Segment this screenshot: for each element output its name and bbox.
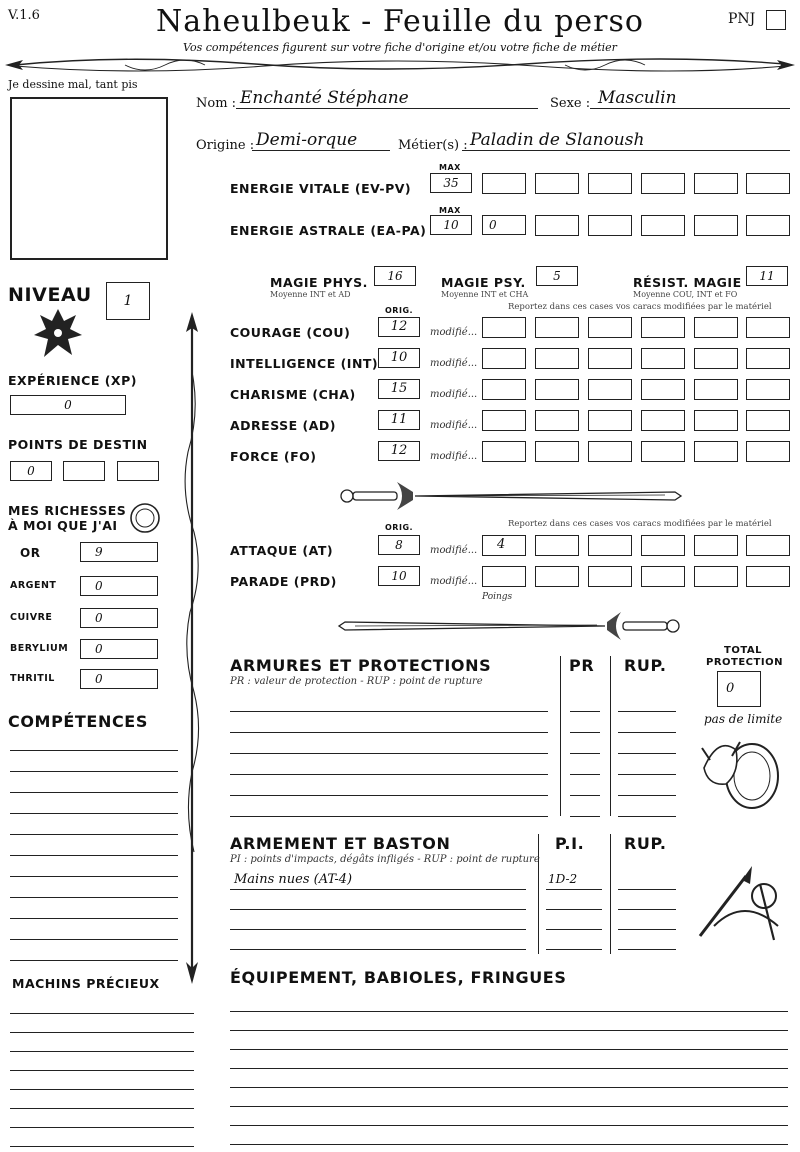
armor-pr-line[interactable] (570, 732, 600, 733)
carac-cell[interactable] (746, 441, 790, 462)
shield-helmet-icon (694, 728, 784, 812)
ev-cell[interactable] (482, 173, 526, 194)
pas-de-limite: pas de limite (704, 712, 783, 726)
carac-cell[interactable] (535, 379, 579, 400)
metier-value: Paladin de Slanoush (470, 130, 645, 150)
combat-report-note: Reportez dans ces cases vos caracs modifiées par le matériel (508, 519, 772, 529)
ev-cell[interactable] (588, 173, 632, 194)
resist-magie-label: RÉSIST. MAGIE (633, 275, 742, 290)
magie-psy-note: Moyenne INT et CHA (441, 290, 529, 299)
armor-pr-line[interactable] (570, 711, 600, 712)
carac-cell[interactable] (588, 379, 632, 400)
magie-phys-note: Moyenne INT et AD (270, 290, 351, 299)
ea-max-box[interactable]: 10 (430, 215, 472, 235)
machins-line[interactable] (10, 1127, 194, 1128)
weapon-pi-line[interactable] (546, 909, 602, 910)
machins-line[interactable] (10, 1089, 194, 1090)
total-protection-box[interactable]: 0 (717, 671, 761, 707)
page-title: Naheulbeuk - Feuille du perso (156, 4, 644, 39)
competences-label: COMPÉTENCES (8, 712, 148, 731)
competence-line[interactable] (10, 876, 178, 877)
armor-pr-header: PR (569, 656, 595, 675)
equipment-line[interactable] (230, 1106, 788, 1107)
parade-cell[interactable] (535, 566, 579, 587)
machins-line[interactable] (10, 1051, 194, 1052)
nom-value: Enchanté Stéphane (240, 88, 409, 108)
weapon-line[interactable] (230, 929, 526, 930)
equipment-title: ÉQUIPEMENT, BABIOLES, FRINGUES (230, 968, 567, 987)
armor-divider-2 (610, 656, 611, 816)
carac-modifie: modifié... (430, 451, 478, 462)
parade-orig-box[interactable]: 10 (378, 566, 420, 586)
sword-illustration (335, 478, 685, 514)
carac-cell[interactable] (746, 317, 790, 338)
ea-cell[interactable] (694, 215, 738, 236)
wealth-label: THRITIL (10, 673, 55, 684)
armor-rup-line[interactable] (618, 753, 676, 754)
carac-cell[interactable] (746, 379, 790, 400)
magie-phys-label: MAGIE PHYS. (270, 275, 368, 290)
report-note: Reportez dans ces cases vos caracs modifiées par le matériel (508, 302, 772, 312)
armor-rup-line[interactable] (618, 732, 676, 733)
carac-label: ADRESSE (AD) (230, 418, 337, 433)
parade-modifie: modifié... (430, 576, 478, 587)
portrait-box[interactable] (10, 97, 168, 260)
ev-cell[interactable] (535, 173, 579, 194)
equipment-line[interactable] (230, 1087, 788, 1088)
carac-modifie: modifié... (430, 389, 478, 400)
combat-orig-label: ORIG. (385, 523, 414, 532)
parade-cell[interactable] (694, 566, 738, 587)
xp-box[interactable]: 0 (10, 395, 126, 415)
carac-cell[interactable] (641, 317, 685, 338)
weapons-title: ARMEMENT ET BASTON (230, 834, 451, 853)
wealth-box[interactable]: 0 (80, 669, 158, 689)
portrait-caption: Je dessine mal, tant pis (8, 78, 138, 91)
armor-note: PR : valeur de protection - RUP : point de rupture (230, 676, 483, 687)
competence-line[interactable] (10, 750, 178, 751)
parade-cell[interactable] (588, 566, 632, 587)
weapon-pi-line[interactable] (546, 929, 602, 930)
total-label-2: PROTECTION (706, 657, 783, 668)
carac-cell[interactable] (588, 441, 632, 462)
equipment-line[interactable] (230, 1030, 788, 1031)
sword-illustration-2 (335, 608, 685, 644)
carac-cell[interactable] (641, 379, 685, 400)
carac-cell[interactable] (482, 410, 526, 431)
weapons-divider-2 (610, 834, 611, 954)
wealth-label: CUIVRE (10, 612, 53, 623)
carac-label: FORCE (FO) (230, 449, 317, 464)
magie-phys-box[interactable]: 16 (374, 266, 416, 286)
carac-modifie: modifié... (430, 420, 478, 431)
machins-line[interactable] (10, 1032, 194, 1033)
subtitle: Vos compétences figurent sur votre fiche d'origine et/ou votre fiche de métier (183, 41, 617, 54)
decorative-banner (5, 52, 795, 78)
sexe-label: Sexe : (550, 96, 591, 111)
armor-line[interactable] (230, 711, 548, 712)
resist-magie-box[interactable]: 11 (746, 266, 788, 286)
carac-cell[interactable] (588, 410, 632, 431)
competence-line[interactable] (10, 813, 178, 814)
ev-max-label: MAX (439, 163, 461, 172)
parade-cell[interactable] (641, 566, 685, 587)
carac-orig-box[interactable]: 12 (378, 441, 420, 461)
metier-label: Métier(s) : (398, 138, 468, 153)
parade-label: PARADE (PRD) (230, 574, 337, 589)
carac-cell[interactable] (694, 410, 738, 431)
equipment-line[interactable] (230, 1125, 788, 1126)
weapons-icon (694, 856, 784, 946)
weapon-rup-line[interactable] (618, 889, 676, 890)
carac-cell[interactable] (482, 317, 526, 338)
carac-orig-box[interactable]: 11 (378, 410, 420, 430)
wealth-label: BERYLIUM (10, 643, 69, 654)
armor-rup-line[interactable] (618, 711, 676, 712)
weapon-line[interactable] (230, 949, 526, 950)
niveau-label: NIVEAU (8, 284, 92, 306)
machins-line[interactable] (10, 1108, 194, 1109)
armor-rup-header: RUP. (624, 656, 667, 675)
weapon-line[interactable] (230, 889, 526, 890)
carac-cell[interactable] (641, 348, 685, 369)
competence-line[interactable] (10, 960, 178, 961)
weapon-rup-line[interactable] (618, 909, 676, 910)
ea-cell[interactable] (588, 215, 632, 236)
ev-cell[interactable] (641, 173, 685, 194)
pnj-label: PNJ (728, 11, 756, 27)
armor-pr-line[interactable] (570, 795, 600, 796)
weapon-pi-line[interactable] (546, 889, 602, 890)
machins-label: MACHINS PRÉCIEUX (12, 976, 160, 991)
origine-value: Demi-orque (256, 130, 358, 150)
weapon-rup-line[interactable] (618, 949, 676, 950)
competence-line[interactable] (10, 918, 178, 919)
carac-cell[interactable] (641, 441, 685, 462)
carac-label: INTELLIGENCE (INT) (230, 356, 379, 371)
armor-line[interactable] (230, 774, 548, 775)
ea-cell[interactable] (746, 215, 790, 236)
weapon-pi-line[interactable] (546, 949, 602, 950)
equipment-line[interactable] (230, 1049, 788, 1050)
attaque-cell[interactable] (641, 535, 685, 556)
weapons-rup-header: RUP. (624, 834, 667, 853)
carac-orig-box[interactable]: 10 (378, 348, 420, 368)
wealth-box[interactable]: 0 (80, 576, 158, 596)
destin-box-3[interactable] (117, 461, 159, 481)
coin-icon (129, 502, 161, 534)
carac-cell[interactable] (535, 348, 579, 369)
carac-cell[interactable] (535, 441, 579, 462)
parade-cell[interactable] (482, 566, 526, 587)
wealth-label: ARGENT (10, 580, 57, 591)
ev-cell[interactable] (694, 173, 738, 194)
weapon-rup-line[interactable] (618, 929, 676, 930)
weapons-pi-header: P.I. (555, 834, 585, 853)
orig-label: ORIG. (385, 306, 414, 315)
attaque-modifie: modifié... (430, 545, 478, 556)
ea-cell[interactable] (535, 215, 579, 236)
ev-cell[interactable] (746, 173, 790, 194)
carac-modifie: modifié... (430, 327, 478, 338)
competence-line[interactable] (10, 792, 178, 793)
version-label: V.1.6 (8, 8, 40, 23)
parade-cell[interactable] (746, 566, 790, 587)
armor-line[interactable] (230, 732, 548, 733)
wealth-box[interactable]: 0 (80, 608, 158, 628)
ev-max-box[interactable]: 35 (430, 173, 472, 193)
weapon-line[interactable] (230, 909, 526, 910)
carac-label: CHARISME (CHA) (230, 387, 356, 402)
ea-cell[interactable] (641, 215, 685, 236)
poings-note: Poings (482, 592, 513, 602)
carac-label: COURAGE (COU) (230, 325, 351, 340)
spear-illustration (180, 312, 204, 984)
carac-cell[interactable] (535, 410, 579, 431)
competence-line[interactable] (10, 834, 178, 835)
attaque-label: ATTAQUE (AT) (230, 543, 334, 558)
wealth-label-2: À MOI QUE J'AI (8, 518, 118, 533)
carac-cell[interactable] (535, 317, 579, 338)
carac-cell[interactable] (694, 441, 738, 462)
ea-label: ENERGIE ASTRALE (EA-PA) (230, 223, 427, 238)
magie-psy-box[interactable]: 5 (536, 266, 578, 286)
carac-cell[interactable] (588, 348, 632, 369)
carac-cell[interactable] (746, 348, 790, 369)
wealth-label: OR (20, 546, 41, 560)
carac-orig-box[interactable]: 15 (378, 379, 420, 399)
dragon-icon (32, 305, 84, 363)
ea-current-box[interactable]: 0 (482, 215, 526, 235)
competence-line[interactable] (10, 855, 178, 856)
total-label-1: TOTAL (724, 645, 762, 656)
carac-cell[interactable] (746, 410, 790, 431)
machins-line[interactable] (10, 1013, 194, 1014)
armor-line[interactable] (230, 753, 548, 754)
magie-psy-label: MAGIE PSY. (441, 275, 526, 290)
first-weapon: Mains nues (AT-4) (234, 872, 353, 887)
nom-label: Nom : (196, 96, 237, 111)
armor-pr-line[interactable] (570, 816, 600, 817)
attaque-orig-box[interactable]: 8 (378, 535, 420, 555)
machins-line[interactable] (10, 1146, 194, 1147)
carac-cell[interactable] (482, 441, 526, 462)
carac-orig-box[interactable]: 12 (378, 317, 420, 337)
armor-pr-line[interactable] (570, 753, 600, 754)
attaque-cell[interactable] (535, 535, 579, 556)
armor-pr-line[interactable] (570, 774, 600, 775)
carac-cell[interactable] (588, 317, 632, 338)
weapons-note: PI : points d'impacts, dégâts infligés - RUP : point de rupture (230, 854, 540, 865)
carac-cell[interactable] (694, 379, 738, 400)
weapons-divider-1 (538, 834, 539, 954)
armor-divider-1 (560, 656, 561, 816)
attaque-cell[interactable] (746, 535, 790, 556)
carac-cell[interactable] (482, 379, 526, 400)
carac-cell[interactable] (694, 317, 738, 338)
equipment-line[interactable] (230, 1068, 788, 1069)
armor-line[interactable] (230, 816, 548, 817)
armor-line[interactable] (230, 795, 548, 796)
armor-rup-line[interactable] (618, 816, 676, 817)
wealth-box[interactable]: 9 (80, 542, 158, 562)
competence-line[interactable] (10, 939, 178, 940)
destin-label: POINTS DE DESTIN (8, 437, 148, 452)
carac-cell[interactable] (641, 410, 685, 431)
destin-box-1[interactable]: 0 (10, 461, 52, 481)
origine-label: Origine : (196, 138, 255, 153)
first-weapon-pi: 1D-2 (548, 872, 578, 886)
equipment-line[interactable] (230, 1144, 788, 1145)
armor-rup-line[interactable] (618, 795, 676, 796)
pnj-checkbox[interactable] (766, 10, 786, 30)
xp-label: EXPÉRIENCE (XP) (8, 373, 137, 388)
competence-line[interactable] (10, 771, 178, 772)
competence-line[interactable] (10, 897, 178, 898)
ea-max-label: MAX (439, 206, 461, 215)
armor-title: ARMURES ET PROTECTIONS (230, 656, 492, 675)
attaque-cell[interactable] (588, 535, 632, 556)
carac-modifie: modifié... (430, 358, 478, 369)
sexe-value: Masculin (598, 88, 677, 108)
machins-line[interactable] (10, 1070, 194, 1071)
carac-cell[interactable] (694, 348, 738, 369)
attaque-cell[interactable] (694, 535, 738, 556)
ev-label: ENERGIE VITALE (EV-PV) (230, 181, 412, 196)
attaque-mod-box[interactable]: 4 (482, 535, 526, 556)
equipment-line[interactable] (230, 1011, 788, 1012)
wealth-box[interactable]: 0 (80, 639, 158, 659)
wealth-label-1: MES RICHESSES (8, 503, 127, 518)
niveau-box[interactable]: 1 (106, 282, 150, 320)
carac-cell[interactable] (482, 348, 526, 369)
armor-rup-line[interactable] (618, 774, 676, 775)
destin-box-2[interactable] (63, 461, 105, 481)
resist-magie-note: Moyenne COU, INT et FO (633, 290, 738, 299)
